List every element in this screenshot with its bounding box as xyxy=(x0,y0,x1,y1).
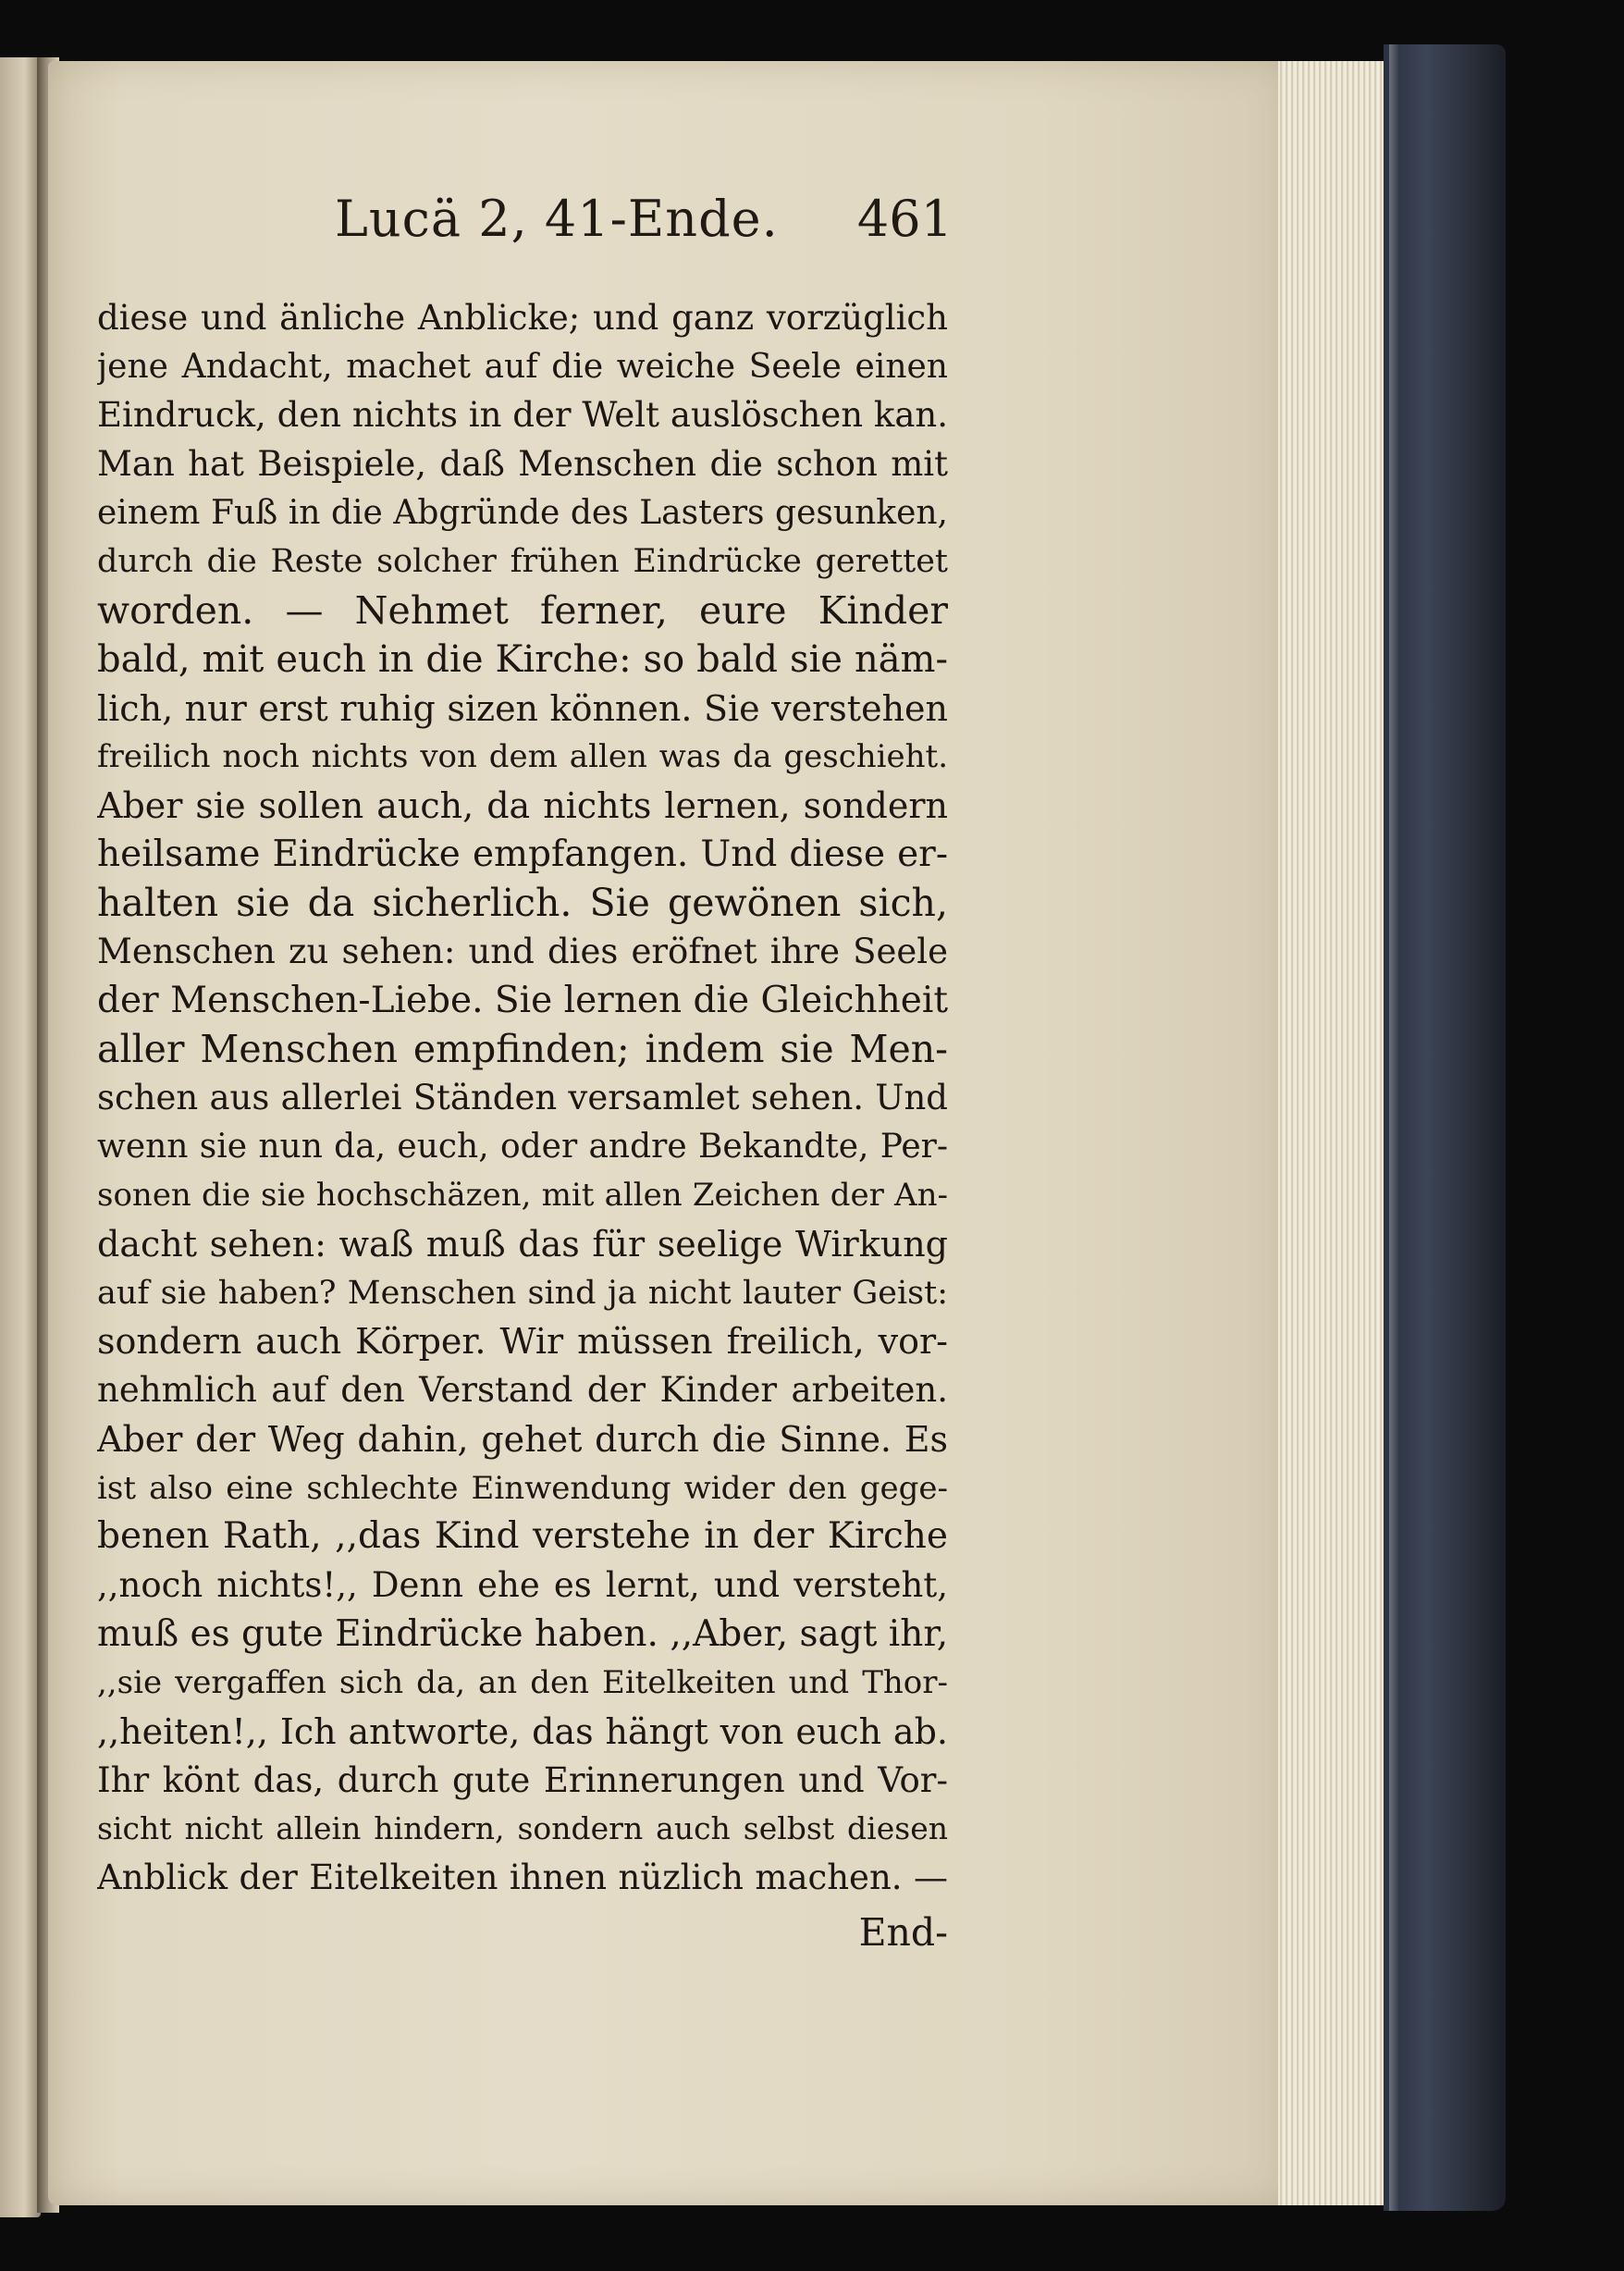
catchword: End- xyxy=(858,1909,948,1955)
text-line: halten sie da sicherlich. Sie gewönen sich, xyxy=(97,881,948,926)
text-line: der Menschen-Liebe. Sie lernen die Gleichheit xyxy=(97,979,948,1021)
book-cover-edge xyxy=(1384,44,1506,2211)
left-page-edge xyxy=(0,57,41,2217)
text-line: dacht sehen: waß muß das für seelige Wirkung xyxy=(97,1224,948,1265)
text-line: durch die Reste solcher frühen Eindrücke gerettet xyxy=(97,543,948,581)
text-line: nehmlich auf den Verstand der Kinder arbeiten. xyxy=(97,1370,948,1411)
text-line: wenn sie nun da, euch, oder andre Bekandte, Per- xyxy=(97,1127,948,1166)
body-text xyxy=(97,294,948,1956)
text-line: Anblick der Eitelkeiten ihnen nüzlich machen. — xyxy=(97,1858,948,1897)
text-line: sicht nicht allein hindern, sondern auch selbst diesen xyxy=(97,1810,948,1847)
text-line: ,,noch nichts!,, Denn ehe es lernt, und versteht, xyxy=(97,1564,948,1605)
text-line: schen aus allerlei Ständen versamlet sehen. Und xyxy=(97,1078,948,1117)
text-line: ,,sie vergaffen sich da, an den Eitelkeiten und Thor- xyxy=(97,1664,948,1702)
text-line: Menschen zu sehen: und dies eröfnet ihre Seele xyxy=(97,931,948,971)
text-line: worden. — Nehmet ferner, eure Kinder xyxy=(97,588,948,634)
text-line: diese und änliche Anblicke; und ganz vorzüglich xyxy=(97,298,948,338)
text-line: heilsame Eindrücke empfangen. Und diese er- xyxy=(97,833,948,875)
text-line: Aber der Weg dahin, gehet durch die Sinne. Es xyxy=(97,1418,948,1460)
text-line: ist also eine schlechte Einwendung wider den gege- xyxy=(97,1469,948,1507)
text-line: Aber sie sollen auch, da nichts lernen, sondern xyxy=(97,784,948,826)
text-line: Ihr könt das, durch gute Erinnerungen und Vor- xyxy=(97,1759,948,1800)
page-edges xyxy=(1278,61,1387,2205)
text-line: freilich noch nichts von dem allen was da geschieht. xyxy=(97,738,948,776)
text-line: benen Rath, ,,das Kind verstehe in der Kirche xyxy=(97,1515,948,1558)
text-line: lich, nur erst ruhig sizen können. Sie verstehen xyxy=(97,687,948,729)
text-line: einem Fuß in die Abgründe des Lasters gesunken, xyxy=(97,493,948,532)
text-line: sondern auch Körper. Wir müssen freilich, vor- xyxy=(97,1321,948,1363)
text-line: auf sie haben? Menschen sind ja nicht lauter Geist: xyxy=(97,1274,948,1312)
text-line: Man hat Beispiele, daß Menschen die schon mit xyxy=(97,444,948,485)
text-line: aller Menschen empfinden; indem sie Men- xyxy=(97,1027,948,1072)
running-head: Lucä 2, 41-Ende. xyxy=(335,190,779,248)
text-line: jene Andacht, machet auf die weiche Seele einen xyxy=(97,347,948,386)
text-line: Eindruck, den nichts in der Welt auslöschen kan. xyxy=(97,395,948,436)
text-line: bald, mit euch in die Kirche: so bald sie näm- xyxy=(97,637,948,681)
page-header xyxy=(139,190,953,264)
text-line: sonen die sie hochschäzen, mit allen Zeichen der An- xyxy=(97,1177,948,1215)
text-line: muß es gute Eindrücke haben. ,,Aber, sagt ihr, xyxy=(97,1612,948,1655)
text-line: ,,heiten!,, Ich antworte, das hängt von euch ab. xyxy=(97,1710,948,1752)
page-number: 461 xyxy=(856,190,953,248)
